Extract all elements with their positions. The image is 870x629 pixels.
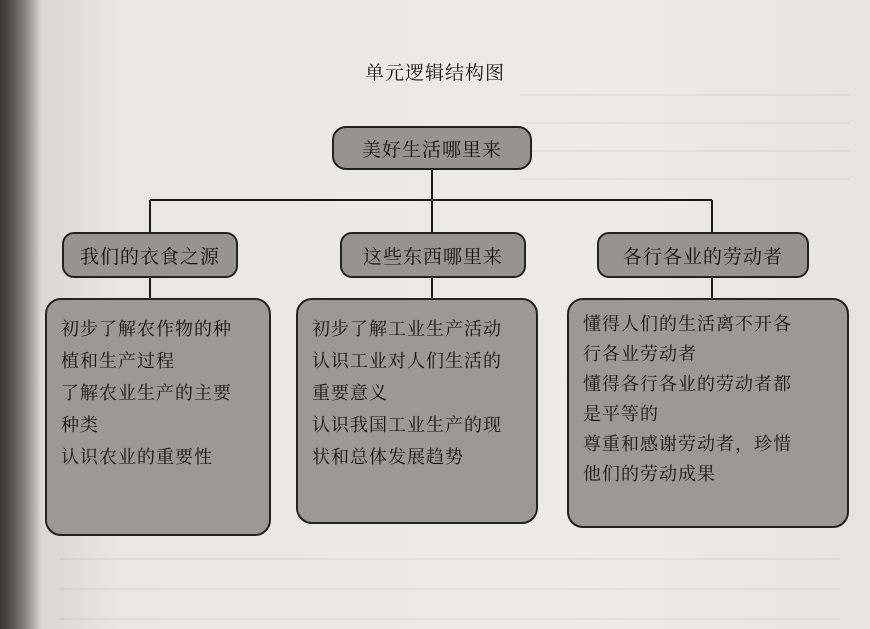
detail-line: 懂得人们的生活离不开各	[583, 314, 792, 335]
detail-line: 种类	[61, 415, 99, 436]
branch-node-food	[62, 232, 238, 278]
detail-line: 懂得各行各业的劳动者都	[583, 374, 792, 395]
root-label: 美好生活哪里来	[361, 138, 502, 161]
detail-line: 初步了解工业生产活动	[312, 319, 502, 340]
detail-line: 认识我国工业生产的现	[312, 415, 502, 436]
detail-line: 尊重和感谢劳动者，珍惜	[583, 434, 792, 455]
detail-line: 认识工业对人们生活的	[312, 351, 502, 372]
detail-line: 他们的劳动成果	[583, 464, 716, 485]
detail-line: 状和总体发展趋势	[312, 447, 464, 468]
detail-line: 植和生产过程	[61, 351, 175, 372]
branch-label: 这些东西哪里来	[362, 245, 503, 268]
detail-line: 行各业劳动者	[583, 344, 697, 365]
detail-box-workers	[567, 298, 849, 528]
diagram-title: 单元逻辑结构图	[364, 62, 505, 84]
detail-line: 是平等的	[583, 404, 659, 425]
detail-box-agriculture	[45, 298, 271, 536]
detail-line: 重要意义	[312, 383, 388, 404]
detail-box-industry	[296, 298, 538, 524]
branch-label: 我们的衣食之源	[79, 245, 220, 268]
root-node	[332, 126, 532, 170]
detail-line: 认识农业的重要性	[61, 447, 213, 468]
branch-label: 各行各业的劳动者	[622, 245, 783, 268]
detail-line: 初步了解农作物的种	[61, 319, 232, 340]
detail-line: 了解农业生产的主要	[61, 383, 232, 404]
branch-node-workers	[597, 232, 809, 278]
branch-node-goods	[340, 232, 526, 278]
